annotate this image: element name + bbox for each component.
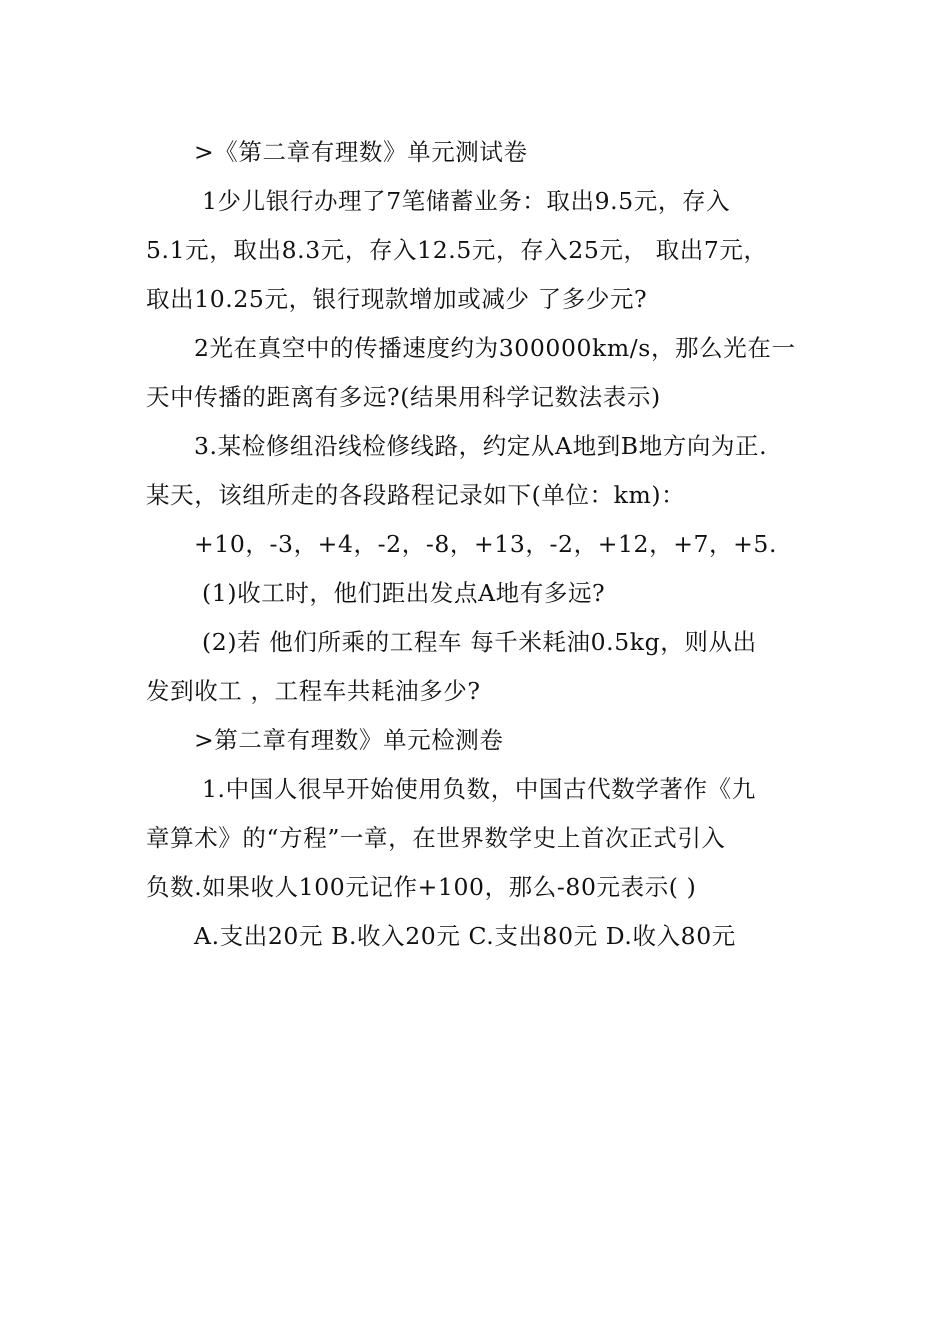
question-3-sub-1: (1)收工时，他们距出发点A地有多远?: [202, 579, 606, 607]
question-3-sub-2-line-2: 发到收工 ，工程车共耗油多少?: [146, 677, 481, 705]
section-heading-check: >第二章有理数》单元检测卷: [194, 726, 504, 754]
question-4-line-1: 1.中国人很早开始使用负数，中国古代数学著作《九: [202, 775, 756, 803]
question-1-line-3: 取出10.25元，银行现款增加或减少 了多少元?: [146, 285, 648, 313]
question-4-line-2: 章算术》的“方程”一章，在世界数学史上首次正式引入: [146, 824, 726, 852]
question-4-line-3: 负数.如果收人100元记作+100，那么-80元表示( ): [146, 873, 697, 901]
question-2-line-1: 2光在真空中的传播速度约为300000km/s，那么光在一: [194, 334, 796, 362]
question-3-line-1: 3.某检修组沿线检修线路，约定从A地到B地方向为正.: [194, 432, 768, 460]
question-3-records: +10，-3，+4，-2，-8，+13，-2，+12，+7，+5.: [194, 530, 778, 558]
document-content: [146, 128, 814, 961]
section-heading-test: >《第二章有理数》单元测试卷: [194, 138, 528, 166]
question-1-line-2: 5.1元，取出8.3元，存入12.5元，存入25元， 取出7元，: [146, 236, 768, 264]
question-4-options: A.支出20元 B.收入20元 C.支出80元 D.收入80元: [194, 922, 736, 950]
question-3-line-2: 某天，该组所走的各段路程记录如下(单位：km)：: [146, 481, 686, 509]
question-3-sub-2-line-1: (2)若 他们所乘的工程车 每千米耗油0.5kg，则从出: [202, 628, 757, 656]
question-1-line-1: 1少儿银行办理了7笔储蓄业务：取出9.5元，存入: [202, 187, 731, 215]
question-2-line-2: 天中传播的距离有多远?(结果用科学记数法表示): [146, 383, 661, 411]
